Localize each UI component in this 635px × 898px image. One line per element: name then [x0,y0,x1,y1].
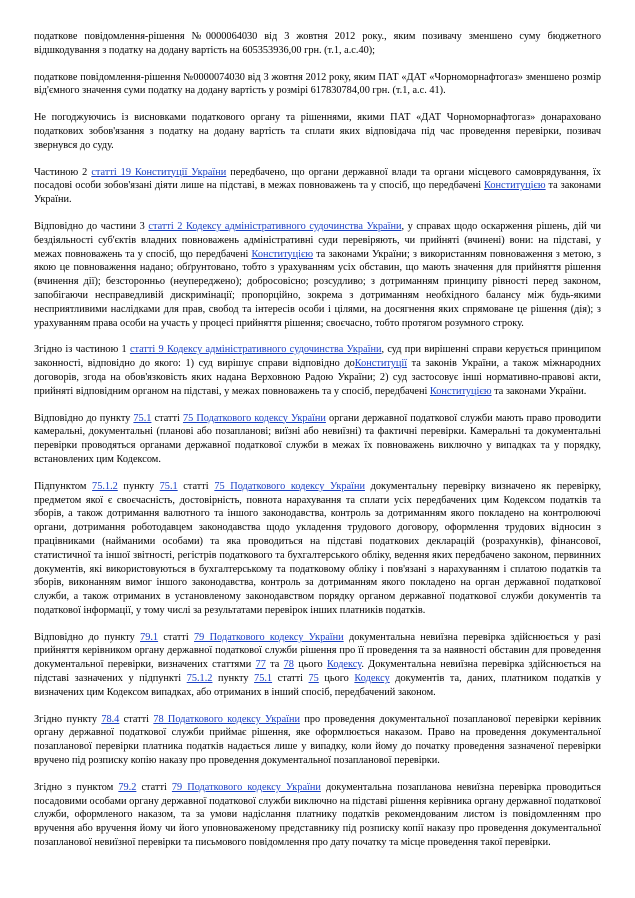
legal-reference-link[interactable]: Конституції [354,358,408,370]
legal-reference-link[interactable]: статті 19 Конституції України [91,166,227,178]
paragraph-pku-art75 [34,412,601,467]
paragraph-text: органи державної податкової служби мають право проводити камеральні, документальні (планові або позапланові; виїзні або невиїзні) та фактичні перевірки. Камеральні та документальні перевірки проводяться органами державної податкової служби в межах їх повноважень виключно у випадках та у порядку, встановлених цим Кодексом. [34,412,602,465]
paragraph-text: Згідно пункту [34,713,102,725]
paragraph-text: та законами України. [34,180,601,206]
legal-reference-link[interactable]: 77 [255,659,266,671]
paragraph-text: пункту [117,480,160,492]
paragraph-text: пункту [212,673,255,685]
legal-reference-link[interactable]: 79.1 [140,631,159,643]
document-body [34,30,601,850]
paragraph-text: та [265,659,284,671]
paragraph-pku-art78-4 [34,713,601,768]
legal-reference-link[interactable]: Конституцією [429,385,492,397]
paragraph-text: та законами України; з використанням повноваження з метою, з якою це повноваження надано; обґрунтовано, тобто з урахуванням усіх обставин, що мають значення для прийняття рішення (вчинення дії); безсторонньо (неупереджено); добросовісно; розсудливо; з дотриманням принципу рівності перед законом, запобігаючи несправедливій дискримінації; пропорційно, зокрема з дотриманням необхідного балансу між будь-якими несприятливими наслідками для прав, свобод та інтересів особи і цілями, на досягнення яких спрямоване це рішення (дія); з урахуванням права особи на участь у процесі прийняття рішення; своєчасно, тобто протягом розумного строку. [34,248,601,329]
paragraph-tax-notice-74030 [34,71,601,99]
paragraph-text: Підпунктом [34,480,93,492]
paragraph-text: статті [151,412,183,424]
paragraph-pku-art75-1-2 [34,480,601,618]
paragraph-text: Відповідно до пункту [34,631,141,643]
paragraph-text: статті [177,480,215,492]
paragraph-text: статті [136,781,172,793]
paragraph-constitution-art19 [34,166,601,207]
legal-reference-link[interactable]: 75 Податкового кодексу України [182,412,326,424]
legal-reference-link[interactable]: 75.1 [159,480,178,492]
legal-reference-link[interactable]: статті 9 Кодексу адміністративного судочинства України [129,344,382,356]
paragraph-text: податкове повідомлення-рішення №0000064030 від 3 жовтня 2012 року., яким позивачу зменшено суму бюджетного відшкодування з податку на додану вартість на 605353936,00 грн. (т.1, а.с.40); [34,31,601,56]
paragraph-text: Не погоджуючись із висновками податкового органу та рішеннями, якими ПАТ «ДАТ Чорноморнафтогаз» донараховано податкових зобов'язання з податку на додану вартість та сплати яких відповідача під час проведення перевірки, позивач звернувся до суду. [34,112,601,151]
paragraph-text: , у справах щодо оскарження рішень, дій чи бездіяльності суб'єктів владних повноважень адміністративні суди перевіряють, чи прийняті (вчинені) вони: на підставі, у межах повноважень та у спосіб, що передбачені [34,220,602,260]
paragraph-text: цього [293,659,327,671]
legal-reference-link[interactable]: 75.1 [254,673,273,685]
paragraph-text: про проведення документальної позапланової перевірки керівник органу державної податкової служби приймає рішення, яке оформлюється наказом. Право на проведення документальної позапланової перевірки платника податків надається лише у випадку, коли йому до початку проведення зазначеної перевірки вручено під розписку копію наказу про проведення документальної позапланової перевірки. [34,713,601,767]
paragraph-pku-art79 [34,631,601,700]
legal-reference-link[interactable]: 79.2 [118,781,137,793]
paragraph-disagreement [34,111,601,152]
legal-reference-link[interactable]: Кодексу [354,673,390,685]
paragraph-text: Згідно із частиною 1 [34,344,130,356]
legal-reference-link[interactable]: 79 Податкового кодексу України [171,781,321,793]
paragraph-text: документальну перевірку визначено як перевірку, предметом якої є своєчасність, достовірність, повнота нарахування та сплати усіх передбачених цим Кодексом податків та зборів, а також дотримання валютного та іншого законодавства, контроль за дотриманням якого покладено на контролюючі органи, дотримання роботодавцем законодавства щодо укладення трудового договору, оформлення трудових відносин з працівниками (найманими особами) та яка проводиться на підставі податкових декларацій (розрахунків), фінансової, статистичної та іншої звітності, регістрів податкового та бухгалтерського обліку, ведення яких передбачено законом, первинних документів, які використовуються в бухгалтерському та податковому обліку і пов'язані з нарахуванням і сплатою податків та зборів, виконанням вимог іншого законодавства, контроль за дотриманням якого покладено на орган державної податкової служби, а також отриманих в установленому законодавством порядку органом державної податкової служби документів та податкової інформації, у тому числі за результатами перевірок інших платників податків. [34,480,602,616]
legal-reference-link[interactable]: 78.4 [101,713,120,725]
paragraph-text: Згідно з пунктом [34,781,119,793]
paragraph-text: Відповідно до частини 3 [34,220,149,232]
paragraph-kas-art9 [34,343,601,398]
paragraph-text: документальна позапланова невиїзна перевірка проводиться посадовими особами органу державної податкової служби виключно на підставі рішення керівника органу державної податкової служби, оформленого наказом, та за умови надіслання платнику податків рекомендованим листом із повідомленням про вручення або вручення йому чи його уповноваженому представнику під розписку копії наказу про проведення документальної позапланової невиїзної перевірки та письмового повідомлення про дату початку та місце проведення такої перевірки. [34,781,601,849]
paragraph-text: статті [272,673,309,685]
paragraph-text: цього [318,673,355,685]
paragraph-text: податкове повідомлення-рішення №0000074030 від 3 жовтня 2012 року, яким ПАТ «ДАТ «Чорноморнафтогаз» зменшено розмір від'ємного значення суми податку на додану вартість у розмірі 617830784,00 грн. (т.1, а.с. 41). [34,71,601,97]
legal-reference-link[interactable]: 78 [283,659,294,671]
paragraph-text: документів та, даних, платником податків у визначених цим Кодексом випадках, або отриманих в інший спосіб, передбачений законом. [34,673,602,698]
legal-reference-link[interactable]: 75 Податкового кодексу України [214,480,366,492]
paragraph-text: документальна невиїзна перевірка здійснюється у разі прийняття керівником органу державної податкової служби рішення про її проведення та за наявності обставин для проведення документальної перевірки, визначених статтями [34,631,601,671]
legal-reference-link[interactable]: 75.1.2 [92,480,118,492]
paragraph-text: та законами України. [491,385,587,397]
legal-reference-link[interactable]: Конституцією [251,248,314,260]
paragraph-text: , суд при вирішенні справи керується принципом законності, відповідно до якого: 1) суд вирішує справи відповідно до [34,344,602,370]
legal-reference-link[interactable]: Кодексу [326,659,362,671]
paragraph-text: передбачено, що органи державної влади та органи місцевого самоврядування, їх посадові особи зобов'язані діяти лише на підставі, в межах повноважень та у спосіб, що передбачені [34,166,601,192]
paragraph-text: та законів України, а також міжнародних договорів, згода на обов'язковість яких надана Верховною Радою України; 2) суд застосовує інші нормативно-правові акти, прийняті відповідним органом на підставі, у межах повноважень та у спосіб, передбачені [34,358,601,397]
paragraph-text: статті [158,631,195,643]
paragraph-tax-notice-64030 [34,30,601,58]
legal-reference-link[interactable]: 75 [308,673,319,685]
legal-reference-link[interactable]: Конституцією [484,180,546,192]
legal-reference-link[interactable]: 79 Податкового кодексу України [194,631,344,643]
paragraph-text: . Документальна невиїзна перевірка здійснюється на підставі зазначених у підпункті [34,659,601,685]
paragraph-text: Відповідно до пункту [34,412,134,424]
paragraph-text: Частиною 2 [34,166,92,178]
legal-reference-link[interactable]: статті 2 Кодексу адміністративного судочинства України [148,220,402,232]
legal-reference-link[interactable]: 75.1.2 [186,673,213,685]
legal-reference-link[interactable]: 78 Податкового кодексу України [153,713,301,725]
paragraph-pku-art79-2 [34,781,601,850]
paragraph-kas-art2 [34,220,601,330]
legal-reference-link[interactable]: 75.1 [133,412,152,424]
paragraph-text: статті [119,713,154,725]
